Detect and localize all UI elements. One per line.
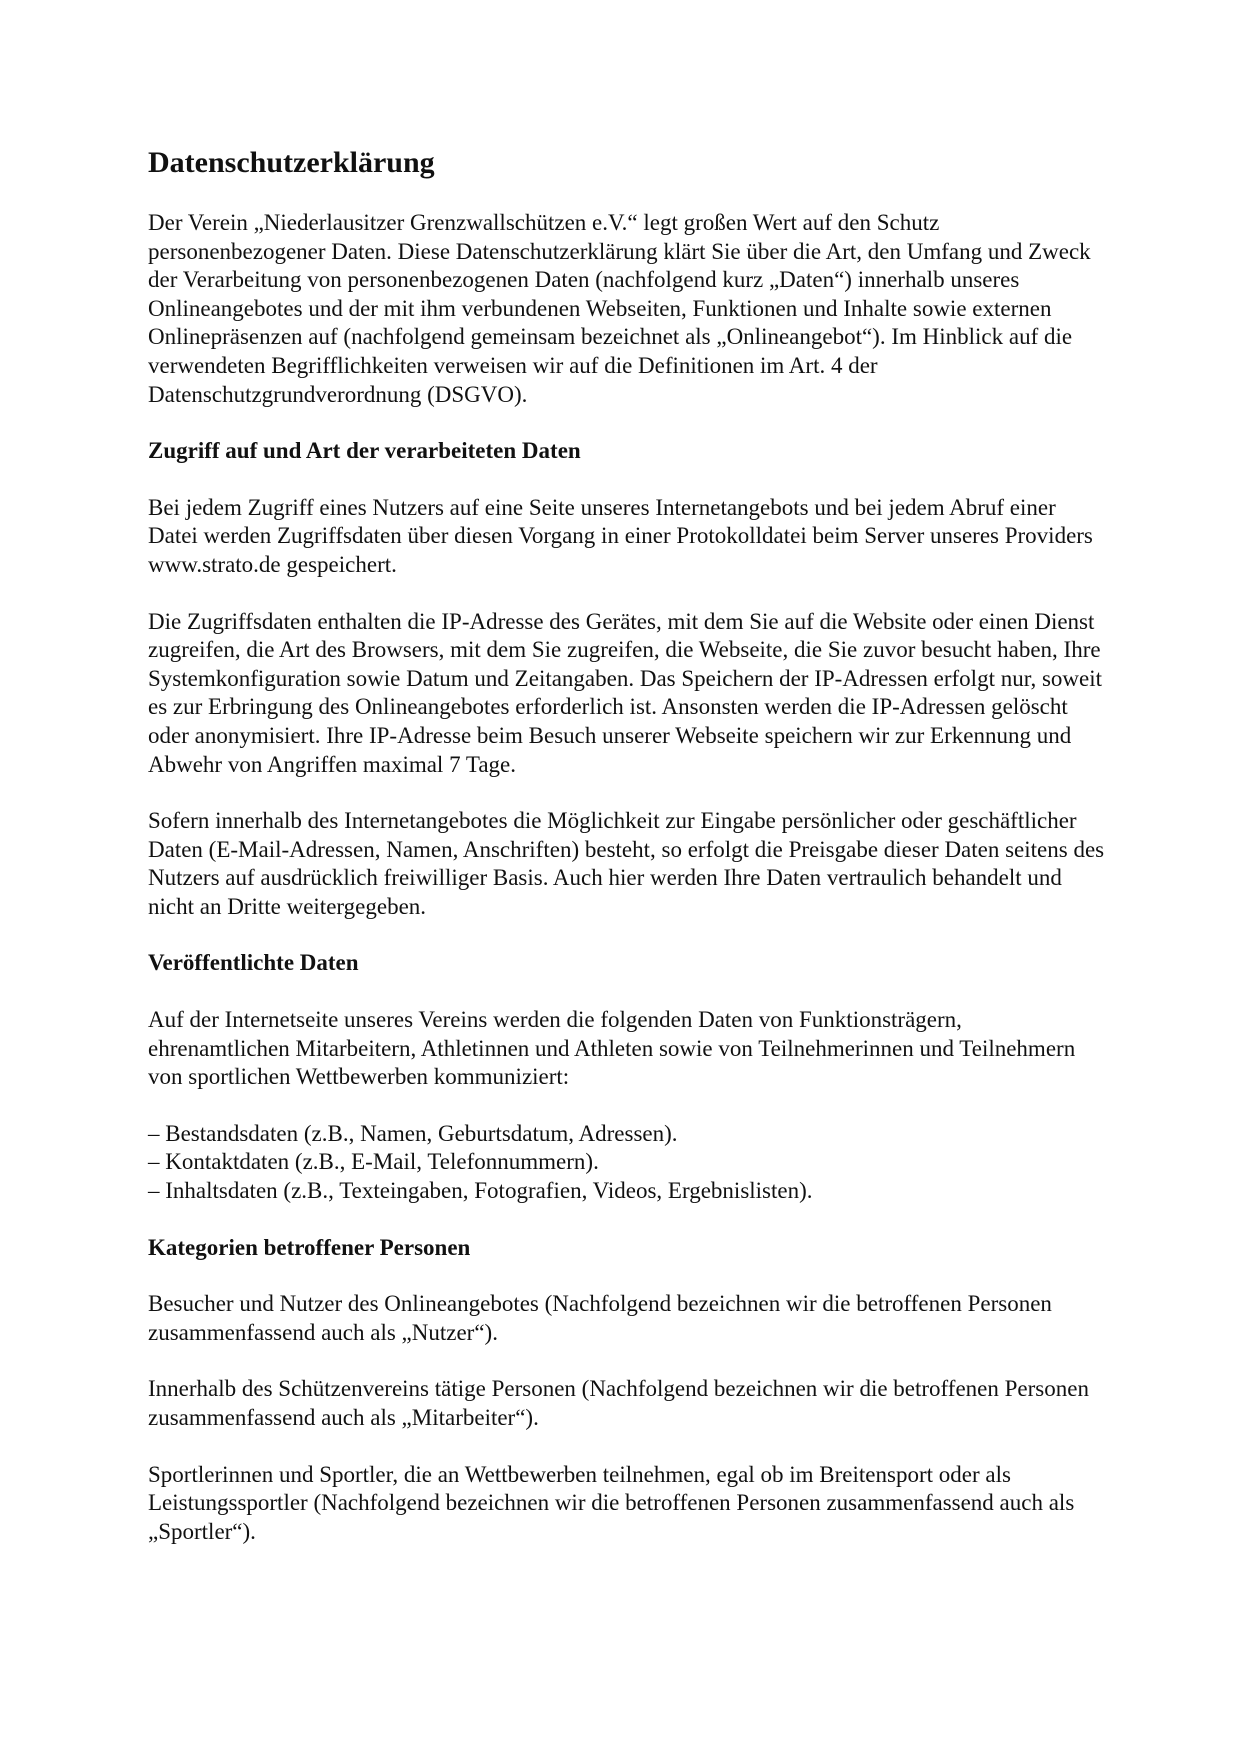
categories-paragraph-2: Innerhalb des Schützenvereins tätige Personen (Nachfolgend bezeichnen wir die betroffenen Personen zusammenfassend auch als „Mitarbeiter“).	[148, 1376, 1089, 1430]
published-data-list	[148, 1120, 1108, 1206]
access-paragraph-2: Die Zugriffsdaten enthalten die IP-Adresse des Gerätes, mit dem Sie auf die Website oder einen Dienst zugreifen, die Art des Browsers, mit dem Sie zugreifen, die Webseite, die Sie zuvor besucht haben, Ihre Systemkonfiguration sowie Datum und Zeitangaben. Das Speichern der IP-Adressen erfolgt nur, soweit es zur Erbringung des Onlineangebotes erforderlich ist. Ansonsten werden die IP-Adressen gelöscht oder anonymisiert. Ihre IP-Adresse beim Besuch unserer Webseite speichern wir zur Erkennung und Abwehr von Angriffen maximal 7 Tage.	[148, 608, 1102, 777]
intro-paragraph: Der Verein „Niederlausitzer Grenzwallschützen e.V.“ legt großen Wert auf den Schutz personenbezogener Daten. Diese Datenschutzerklärung klärt Sie über die Art, den Umfang und Zweck der Verarbeitung von personenbezogenen Daten (nachfolgend kurz „Daten“) innerhalb unseres Onlineangebotes und der mit ihm verbundenen Webseiten, Funktionen und Inhalte sowie externen Onlinepräsenzen auf (nachfolgend gemeinsam bezeichnet als „Onlineangebot“). Im Hinblick auf die verwendeten Begrifflichkeiten verweisen wir auf die Definitionen im Art. 4 der Datenschutzgrundverordnung (DSGVO).	[148, 210, 1091, 407]
section-heading-categories: Kategorien betroffener Personen	[148, 1234, 471, 1260]
page-title: Datenschutzerklärung	[148, 146, 435, 179]
list-item: – Bestandsdaten (z.B., Namen, Geburtsdatum, Adressen).	[148, 1120, 678, 1146]
section-heading-published: Veröffentlichte Daten	[148, 950, 359, 976]
access-paragraph-3: Sofern innerhalb des Internetangebotes die Möglichkeit zur Eingabe persönlicher oder geschäftlicher Daten (E-Mail-Adressen, Namen, Anschriften) besteht, so erfolgt die Preisgabe dieser Daten seitens des Nutzers auf ausdrücklich freiwilliger Basis. Auch hier werden Ihre Daten vertraulich behandelt und nicht an Dritte weitergegeben.	[148, 808, 1105, 919]
section-heading-access: Zugriff auf und Art der verarbeiteten Daten	[148, 438, 581, 464]
categories-paragraph-1: Besucher und Nutzer des Onlineangebotes (Nachfolgend bezeichnen wir die betroffenen Personen zusammenfassend auch als „Nutzer“).	[148, 1291, 1052, 1345]
list-item: – Inhaltsdaten (z.B., Texteingaben, Fotografien, Videos, Ergebnislisten).	[148, 1178, 813, 1204]
document-page	[148, 145, 1108, 1574]
published-paragraph: Auf der Internetseite unseres Vereins werden die folgenden Daten von Funktionsträgern, ehrenamtlichen Mitarbeitern, Athletinnen und Athleten sowie von Teilnehmerinnen und Teilnehmern von sportlichen Wettbewerben kommuniziert:	[148, 1007, 1076, 1090]
access-paragraph-1: Bei jedem Zugriff eines Nutzers auf eine Seite unseres Internetangebots und bei jedem Abruf einer Datei werden Zugriffsdaten über diesen Vorgang in einer Protokolldatei beim Server unseres Providers www.strato.de gespeichert.	[148, 494, 1093, 577]
list-item: – Kontaktdaten (z.B., E-Mail, Telefonnummern).	[148, 1149, 599, 1175]
categories-paragraph-3: Sportlerinnen und Sportler, die an Wettbewerben teilnehmen, egal ob im Breitensport oder als Leistungssportler (Nachfolgend bezeichnen wir die betroffenen Personen zusammenfassend auch als „Sportler“).	[148, 1461, 1075, 1544]
